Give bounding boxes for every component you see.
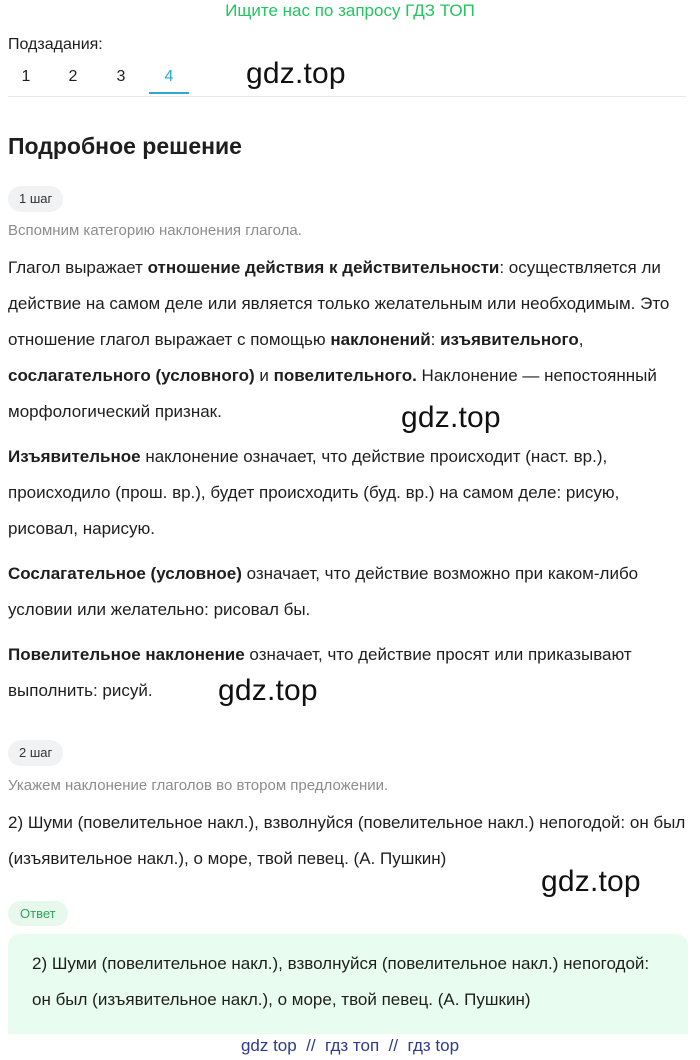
text-segment: наклонение означает, что действие происходит (наст. вр.), происходило (прош. вр.), будет происходить (буд. вр.) на самом деле: рисую, рисовал, нарисую. [8, 447, 620, 538]
answer-text: 2) Шуми (повелительное накл.), взволнуйся (повелительное накл.) непогодой: он был (изъявительное накл.), о море, твой певец. (А. Пушкин) [32, 954, 650, 1009]
text-segment: , [578, 330, 584, 349]
text-segment: означает, что действие просят или приказывают выполнить: рисуй. [8, 645, 632, 700]
watermark: gdz.top [246, 57, 346, 90]
bold-term: Изъявительное [8, 447, 141, 466]
paragraph-step2-solution: 2) Шуми (повелительное накл.), взволнуйся (повелительное накл.) непогодой: он был (изъявительное накл.), о море, твой певец. (А. Пушкин) [8, 813, 686, 868]
step-badge: 2 шаг [8, 740, 63, 766]
text-segment: : осуществляется ли действие на самом деле или является только желательным или необходимым. Это отношение глагол выражает с помощью [8, 258, 670, 349]
bold-term: наклонений [330, 330, 431, 349]
step-badge: 1 шаг [8, 186, 63, 212]
text-segment: Наклонение — непостоянный морфологический признак. [8, 366, 657, 421]
bold-term: отношение действия к действительности [147, 258, 500, 277]
tab-subtask-4[interactable]: 4 [149, 64, 189, 94]
step-hint: Укажем наклонение глаголов во втором предложении. [8, 777, 389, 794]
step-hint: Вспомним категорию наклонения глагола. [8, 222, 302, 239]
tab-subtask-3[interactable]: 3 [116, 68, 126, 85]
watermark: gdz.top [541, 865, 641, 898]
bold-term: повелительного. [273, 366, 417, 385]
paragraph-indicative [8, 439, 692, 547]
text-segment: Глагол выражает [8, 258, 148, 277]
watermark: gdz.top [401, 401, 501, 434]
tab-subtask-1[interactable]: 1 [21, 68, 31, 85]
answer-box [8, 934, 688, 1034]
bold-term: изъявительного [440, 330, 579, 349]
text-segment: и [254, 366, 274, 385]
subtasks-label: Подзадания: [8, 36, 103, 53]
text-segment: означает, что действие возможно при каком-либо условии или желательно: рисовал бы. [8, 564, 639, 619]
paragraph-imperative [8, 637, 692, 709]
page-title: Подробное решение [8, 133, 242, 159]
watermark: gdz.top [218, 674, 318, 707]
text-segment: : [430, 330, 441, 349]
top-banner: Ищите нас по запросу ГДЗ ТОП [225, 1, 475, 20]
tab-subtask-2[interactable]: 2 [68, 68, 78, 85]
answer-badge: Ответ [8, 901, 68, 926]
bold-term: Повелительное наклонение [8, 645, 245, 664]
footer-links[interactable]: gdz top // гдз топ // гдз top [240, 1036, 460, 1055]
bold-term: Сослагательное (условное) [8, 564, 242, 583]
paragraph-subjunctive [8, 556, 692, 628]
paragraph-definition [8, 250, 692, 430]
subtask-tabs [8, 62, 686, 97]
bold-term: сослагательного (условного) [8, 366, 255, 385]
